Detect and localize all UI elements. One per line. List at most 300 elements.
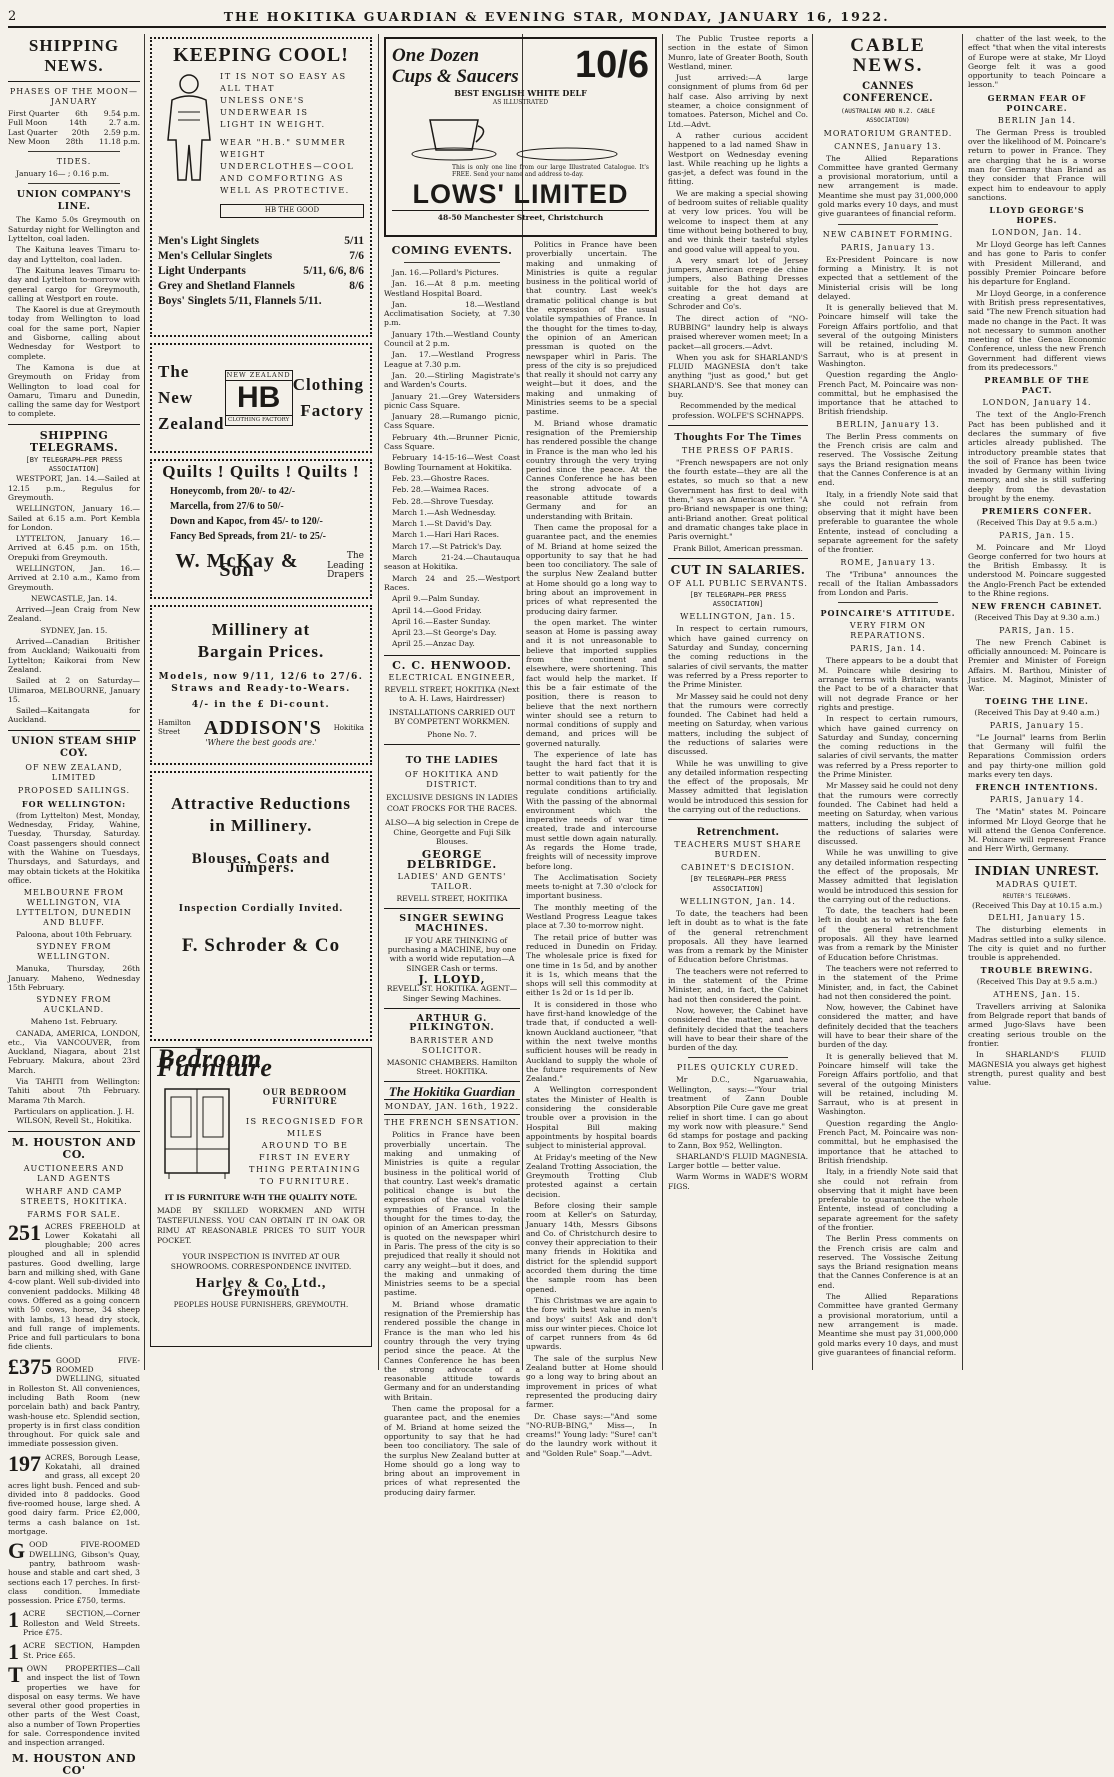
quilts-title: Quilts ! Quilts ! Quilts ! [162, 462, 360, 481]
union-para: The Kaituna leaves Timaru to-day and Lyttelton, coal laden. [8, 245, 140, 264]
berlin-place: BERLIN, January 13. [836, 419, 940, 429]
melbourne-text: Paloona, about 10th February. [15, 930, 133, 940]
lows-note: This is only one line from our large Illustrated Catalogue. It's FREE. Send your name and address to-day. [452, 163, 649, 178]
trouble-place: ATHENS, Jan. 15. [993, 989, 1081, 999]
editorial-para: M. Briand whose dramatic resignation of the Premiership has rendered possible the change in France is the man who led his country through the very trying period since the peace. At the Cannes Conference he has been the strong advocate of a reasonable attitude towards Germany and for an understanding with Britain. [384, 1299, 520, 1402]
toeing-place: PARIS, January 15. [989, 720, 1085, 730]
sydney-wellington-heading: SYDNEY FROM WELLINGTON. [36, 942, 112, 962]
lloyd-heading: LLOYD GEORGE'S HOPES. [989, 205, 1085, 226]
telegram-item: NEWCASTLE, Jan. 14. [30, 593, 118, 603]
cut-place: WELLINGTON, Jan. 15. [680, 612, 796, 622]
listing-text: ACRE SECTION,—Corner Rolleston and Weld Streets. Price £75. [23, 1609, 140, 1638]
event-item: March 1.—St David's Day. [392, 519, 492, 529]
local-para: The direct action of "NO-RUBBING" laundry help is always praised wherever women meet; In a packet—all grocers.—Advt. [668, 313, 808, 351]
listing-number: £375 [8, 1353, 52, 1379]
newspaper-page [8, 6, 1106, 1777]
french-cabinet-heading: NEW FRENCH CABINET. [971, 601, 1103, 612]
intentions-heading: FRENCH INTENTIONS. [975, 782, 1099, 793]
preamble-para: The text of the Anglo-French Pact has been published and it declares the summary of five articles already published. The introductory preamble states that the soil of France has been twice invaded by Germany within living memory, and she is still suffering deeply from the devastation brought by the enemy. [968, 410, 1106, 503]
telegram-item: WELLINGTON, January 16.—Sailed at 6.15 a.m. Port Kembla for London. [8, 504, 140, 532]
paris-para: Ex-President Poincare is now forming a Ministry. It is not expected that a settlement of the Ministerial crisis will be long delayed. [818, 254, 958, 301]
mckay-tagline: The Leading Drapers [327, 551, 364, 580]
cut-credit: [BY TELEGRAPH—PER PRESS ASSOCIATION] [689, 590, 787, 609]
pilkington-sub: BARRISTER AND SOLICITOR. [409, 1035, 495, 1055]
article-para: Before closing their sample room at Keller's on Saturday, January 14th, Messrs Gibsons and Co. of Christchurch desire to convey their appreciation to their many friends in Hokitika and district for the splendid support accorded them during the time the sample room has been opened. [526, 1200, 657, 1294]
hb-tag: HB THE GOOD [220, 204, 364, 217]
bedroom-made: MADE BY SKILLED WORKMEN AND WITH TASTEFULNESS. YOU CAN OBTAIN IT IN OAK OR RIMU AT REASONABLE PRICES TO SUIT YOUR POCKET. [157, 1206, 365, 1246]
delhi-para: The disturbing elements in Madras settled into a sulky silence. The city is quiet and no further trouble is apprehended. [968, 925, 1106, 963]
phase-time: 9.54 p.m. [103, 109, 140, 118]
toeing-credit: (Received This Day at 9.40 a.m.) [974, 708, 1100, 718]
berlin-place: BERLIN Jan 14. [997, 115, 1077, 125]
thoughts-sub: THE PRESS OF PARIS. [681, 445, 795, 455]
cable-heading: CABLE NEWS. [850, 35, 926, 76]
cable-continued: Mr Massey said he could not deny that the rumours were correctly founded. The Cabinet had held a meeting on Saturday, when various matters, including the subject of the reductions of salaries were discussed. [818, 781, 958, 847]
listing [8, 1661, 140, 1748]
cable-continued: To date, the teachers had been left in doubt as to what is the fate of the general retrenchment proposals. All they have learned was from a remark by the Minister of Education before Christmas. [818, 906, 958, 962]
henwood-address: REVELL STREET, HOKITIKA (Next to A. H. Laws, Hairdresser) [384, 684, 520, 704]
price-row: Grey and Shetland Flannels 8/6 [158, 279, 364, 292]
ad-line: UNDERCLOTHES—COOL AND COMFORTING AS WELL AS PROTECTIVE. [220, 161, 355, 196]
addison-town: Hokitika [333, 723, 364, 732]
premiers-para: M. Poincare and Mr Lloyd George conferred for two hours at the British Embassy. It is understood M. Poincare suggested the Anglo-French Pact be extended to the Rhine regions. [968, 542, 1106, 599]
french-cabinet-credit: (Received This Day at 9.30 a.m.) [974, 613, 1100, 623]
event-item: April 16.—Easter Sunday. [392, 616, 491, 626]
bedroom-quality: IT IS FURNITURE W-TH THE QUALITY NOTE. [164, 1193, 358, 1203]
german-heading: GERMAN FEAR OF POINCARE. [987, 92, 1087, 113]
article-para: The Acclimatisation Society meets to-night at 7.30 o'clock for important business. [526, 872, 657, 901]
page-number: 2 [8, 8, 18, 24]
cable-continued: In respect to certain rumours, which have gained currency on Saturday and Sunday, concerning the coming reductions in the salaries of civil servants, the matter was referred by a Press reporter to the Prime Minister. [818, 714, 958, 780]
listing-number: 1 [8, 1607, 19, 1633]
harley-name: Harley & Co, Ltd., Greymouth [195, 1276, 327, 1301]
telegram-item: WELLINGTON, Jan. 16.—Arrived at 2.10 a.m., Kamo from Greymouth. [8, 563, 140, 592]
quilts-list: Honeycomb, from 20/- to 42/- Marcella, from 27/6 to 50/- Down and Kapoc, from 45/- to 120/- Fancy Bed Spreads, from 21/- to 25/- [170, 486, 327, 543]
cabinet-heading: NEW CABINET FORMING. [822, 229, 954, 239]
masthead [8, 6, 1106, 28]
phase-date: 20th [71, 127, 90, 137]
piles-text: Mr D.C., Ngaruawahia, Wellington, says:—"Your trial treatment of Zann Double Absorption Pile Cure gave me great relief in short time. I can go about my work now with pleasure." Send 6d stamps for postage and packing to Zann, Box 952, Wellington. [668, 1075, 808, 1150]
mckay-name: W. McKay & Son [175, 549, 299, 582]
phase-date: 6th [75, 109, 88, 118]
listing-text: GOOD FIVE-ROOMED DWELLING, situated in Rolleston St. All conveniences, including Bath Room (new porcelain bath) and back Pantry, wash-house etc. Splendid section, property is in first class condition throughout. For quick sale and immediate possession given. [8, 1355, 140, 1449]
retrench-heading: Retrenchment. [696, 824, 780, 839]
guardian-date: MONDAY, JAN. 16th, 1922. [384, 1099, 520, 1115]
cable-continued: The Berlin Press comments on the French crisis are calm and reserved. The Vossische Zeitung says the Briand resignation means that the Cannes Conference is at an end. [818, 1234, 958, 1290]
telegram-item: Sailed at 2 on Saturday—Ulimaroa, MELBOURNE, January 15. [8, 676, 140, 704]
event-item: April 9.—Palm Sunday. [392, 594, 480, 604]
retrench-para: The teachers were not referred to in the statement of the Prime Minister, and, in fact, the Cabinet had not then considered the point. [668, 966, 808, 1004]
keeping-cool-copy [220, 70, 364, 217]
sydney-auckland-heading: SYDNEY FROM AUCKLAND. [36, 995, 112, 1015]
column-rule [378, 34, 379, 1370]
tides-heading: TIDES. [56, 157, 92, 167]
column-rule [662, 34, 663, 1370]
article-para: This Christmas we are again to the fore with best value in men's and boys' suits! Ask and don't miss our winter pieces. Choice lot of carpet runners from 4s 6d upwards. [526, 1295, 657, 1352]
event-item: April 23.—St George's Day. [392, 628, 497, 638]
trouble-para: Travellers arriving at Salonika from Belgrade report that bands of armed Jugo-Slavs have been creating serious trouble on the frontier. [968, 1001, 1106, 1048]
phase-date: 28th [65, 136, 84, 146]
ussco-heading: UNION STEAM SHIP COY. [11, 735, 137, 759]
wellington-sailings: (from Lyttelton) Mest, Monday, Wednesday, Friday, Wahine, Tuesday, Thursday, Saturday. Coast passengers should connect with the Wahine on Tuesdays, Thursdays, and Saturdays, and may obtain tickets at the Hokitika office. [8, 810, 140, 885]
moon-phase-row [8, 137, 140, 146]
ladies-sub: OF HOKITIKA AND DISTRICT. [405, 770, 499, 790]
phase-time: 2.7 a.m. [108, 118, 140, 128]
event-item: April 25.—Anzac Day. [392, 639, 475, 649]
ad-line: LIGHT IN WEIGHT. [220, 119, 326, 130]
column-rule [144, 34, 145, 1370]
event-item: January 17th.—Westland County Council at 2 p.m. [384, 329, 520, 349]
column-advertisements [150, 34, 372, 1370]
ladies-title: TO THE LADIES [405, 755, 499, 767]
lloyd-name: J. LLOYD, [418, 973, 486, 987]
berlin-para: The German Press is troubled over the likelihood of M. Poincare's return to power in France. They are charging that he is a worse man for Germany than Briand as they consider that France will expect him to endeavour to apply sanctions. [968, 127, 1106, 202]
addison-tagline: 'Where the best goods are.' [205, 737, 317, 747]
editorial-continued: M. Briand whose dramatic resignation of the Premiership has rendered possible the change in France is the man who led his country through the very trying period since the peace. At the Cannes Conference he has been the strong advocate of a reasonable attitude towards Germany and for an understanding with Britain. [526, 418, 657, 521]
delbridge-card [384, 744, 520, 908]
nz-left-1: The New [158, 362, 194, 407]
cut-para: In respect to certain rumours, which have gained currency on Saturday and Sunday, concerning the coming reductions in the salaries of civil servants, the matter was referred by a Press reporter to the Prime Minister. [668, 624, 808, 690]
poincare-place: PARIS, Jan. 14. [850, 644, 926, 654]
listing [8, 1353, 140, 1449]
henwood-name: C. C. HENWOOD. [392, 658, 512, 672]
events-heading: COMING EVENTS. [391, 244, 513, 257]
madras-heading: MADRAS QUIET. [995, 879, 1079, 889]
listing [8, 1639, 140, 1665]
bedroom-line: THING PERTAINING TO FURNITURE. [249, 1164, 361, 1187]
local-para: Recommended by the medical profession. WOLFE'S SCHNAPPS. [672, 401, 804, 420]
phase-time: 11.18 p.m. [98, 136, 140, 146]
listing-text: ACRES FREEHOLD at Lower Kokatahi all ploughable; 200 acres ploughed and all in splendid pastures. Good dwelling, large barn and milking shed, with Gane 4-cow plant. Well sub-divided into convenient paddocks. Milking 48 cows. Offered as a going concern with 50 cows, horse, 34 sheep with lambs, 13 head dry stock, and full range of implements. Price and full particulars to bona fide clients. [8, 1221, 140, 1352]
for-wellington: FOR WELLINGTON: [21, 798, 127, 809]
cable-continued: Italy, in a friendly Note said that she could not refrain from observing that it might have been preferable to guarantee the whole Entente, instead of concluding a separate agreement for the safety of the frontier. [818, 1167, 958, 1232]
column-rule [812, 34, 813, 1370]
cable-continued: While he was unwilling to give any detailed information respecting the effect of the proposals, Mr Massey admitted that legislation would be introduced this session for the carrying out of the reductions. [818, 848, 958, 904]
quilts-ad [150, 459, 372, 599]
article-para: The retail price of butter was reduced in Dunedin on Friday. The wholesale price is fixed for one time in 1s 5d, and by another it is 1s, which means that the shops will sell this commodity at either 1s 2d or 1s 1d per lb. [526, 932, 657, 998]
ad-line: UNLESS ONE'S UNDERWEAR IS [220, 95, 309, 118]
listing-number: G [8, 1538, 26, 1564]
fluid-magnesia-note: SHARLAND'S FLUID MAGNESIA. Larger bottle — better value. [668, 1151, 808, 1171]
event-item: March 24 and 25.—Westport Races. [384, 573, 520, 592]
lows-headline-2: Cups & Saucers [392, 66, 519, 87]
poincare-para: There appears to be a doubt that M. Poincare while desiring to arrange terms with Britain, wants the Pact to be of a character that will not degrade France or her rights and prestige. [818, 656, 958, 712]
italy-para: Italy, in a friendly Note said that she could not refrain from observing that it might have been preferable to guarantee the whole Entente, instead of concluding a separate agreement for the safety of the frontier. [818, 489, 958, 555]
reparations-heading: VERY FIRM ON REPARATIONS. [849, 621, 927, 641]
millinery-line: Straws and Ready-to-Wears. [171, 684, 351, 694]
ladies-text: EXCLUSIVE DESIGNS IN LADIES COAT FROCKS FOR THE RACES. [386, 793, 518, 814]
event-item: Feb. 23.—Ghostre Races. [392, 473, 490, 483]
hb-logo [225, 370, 293, 427]
millinery-line: Models, now 9/11, 12/6 to 27/6. [158, 672, 364, 682]
cable-continued: The Allied Reparations Committee have granted Germany a provisional moratorium, until a new arrangement is made. Meantime she must pay 31,000,000 gold marks every 10 days, and must give guarantees of financial reform. [818, 1292, 958, 1357]
retrench-sub: TEACHERS MUST SHARE BURDEN. [674, 840, 802, 860]
proposed-sailings: PROPOSED SAILINGS. [17, 785, 131, 795]
bedroom-line: AROUND TO BE FIRST IN EVERY [259, 1140, 351, 1163]
harley-sub: PEOPLES HOUSE FURNISHERS, GREYMOUTH. [173, 1300, 349, 1309]
reuter-credit: REUTER'S TELEGRAMS. [1002, 892, 1072, 900]
price-row: Light Underpants 5/11, 6/6, 8/6 [158, 264, 364, 277]
moon-phases-heading: PHASES OF THE MOON—JANUARY [9, 87, 139, 106]
price-row: Men's Light Singlets 5/11 [158, 234, 364, 247]
keeping-cool-ad [150, 37, 372, 337]
column-world-news [968, 34, 1106, 1370]
houston-footer: M. HOUSTON AND CO' [11, 1751, 137, 1777]
premiers-credit: (Received This Day at 9.5 a.m.) [976, 518, 1098, 528]
local-para: We are making a special showing of bedroom suites of reliable quality at very low prices. You will be welcome to inspect them at any time without being bothered to buy, and we think their tasteful styles and good value will appeal to you. [668, 188, 808, 254]
bedroom-subheading: OUR BEDROOM FURNITURE [262, 1087, 348, 1107]
cable-continued: It is generally believed that M. Poincare himself will take the Foreign Affairs portfolio, and that several of the outgoing Ministers will be retained, including M. Sarraut, who is at present in Washington. [818, 1051, 958, 1117]
local-para: A rather curious accident happened to a lad named Shaw in Westport on Wednesday evening last. While reaching up he lights a gas-jet, a defect was found in the fitting. [668, 130, 808, 187]
article-para: A Wellington correspondent states the Minister of Health is considering the considerable trouble over a provision in the Hospital Bill making appointments by hospital boards subject to ministerial approval. [526, 1085, 657, 1151]
houston-address: WHARF AND CAMP STREETS, HOKITIKA. [20, 1186, 128, 1206]
london-para: Mr Lloyd George has left Cannes and has gone to Paris to confer with President Millerand, and possibly Premier Poincare before his departure for England. [968, 240, 1106, 287]
listing [8, 1609, 140, 1637]
event-item: March 21-24.—Chautauqua season at Hokitika. [384, 553, 520, 572]
column-rule [962, 34, 963, 1370]
sydney-auckland-text: Maheno 1st. February. [30, 1017, 118, 1027]
article-para: The monthly meeting of the Westland Progress League takes place at 7.30 to-morrow night. [526, 902, 657, 931]
houston-subheading: AUCTIONEERS AND LAND AGENTS [23, 1163, 125, 1183]
editorial-para: Then came the proposal for a guarantee pact, and the enemies of M. Briand at home seized the opportunity to say that he had been too conciliatory. The sale of the surplus New Zealand butter at Home should go a long way to bring about an improvement in prices of what represented the producing dairy farmer. [384, 1404, 520, 1497]
moon-phase-row [8, 109, 140, 118]
pilkington-address: MASONIC CHAMBERS. Hamilton Street. HOKITIKA. [386, 1057, 518, 1076]
hb-letters: HB [236, 381, 281, 414]
column-cable-news [818, 34, 958, 1370]
bedroom-invite: YOUR INSPECTION IS INVITED AT OUR SHOWROOMS. CORRESPONDENCE INVITED. [170, 1252, 352, 1271]
lows-name: LOWS' LIMITED [412, 178, 629, 209]
event-item: March 1.—Ash Wednesday. [392, 507, 496, 517]
intentions-place: PARIS, January 14. [989, 795, 1085, 805]
event-item: February 4th.—Brunner Picnic, Cass Square. [384, 432, 520, 452]
retrench-credit: [BY TELEGRAPH—PER PRESS ASSOCIATION] [689, 875, 787, 893]
paris-para: It is generally believed that M. Poincare himself will take the Foreign Affairs portfolio, and that several of the outgoing Ministers will be retained, including M. Sarraut, who is at present in Washington. [818, 303, 958, 368]
addison-name: ADDISON'S [203, 716, 322, 739]
wades-worm-note: Warm Worms in WADE'S WORM FIGS. [668, 1172, 808, 1191]
nz-sub: CLOTHING FACTORY [226, 415, 292, 425]
canada-text: CANADA, AMERICA, LONDON, etc., Via VANCOUVER, from Auckland, Niagara, about 21st February. Makura, about 23rd March. [8, 1028, 140, 1075]
article-para: the open market. The winter season at Home is passing away and it is not unreasonable to believe that imported supplies from the continent and elsewhere, were shortening. This fact would help the market. If this be a fair estimate of the position, there is reason to believe that the next northern winter should see a return to normal conditions of supply and demand, and prices will be governed naturally. [526, 617, 657, 748]
cut-sub: OF ALL PUBLIC SERVANTS. [668, 578, 808, 588]
cut-para: While he was unwilling to give any detailed information respecting the effect of the proposals, Mr Massey admitted that legislation would be introduced this session for the carrying out of the reductions. [668, 758, 808, 815]
article-para: At Friday's meeting of the New Zealand Trotting Association, the Greymouth Trotting Club protested against a certain decision. [526, 1152, 657, 1199]
moon-phases-table [8, 109, 140, 146]
particulars-text: Particulars on application. J. H. WILSON, Revell St., Hokitika. [13, 1106, 135, 1126]
price-row: Men's Cellular Singlets 7/6 [158, 249, 364, 262]
attractive-title: Attractive Reductions in Millinery. [170, 794, 352, 835]
telegrams-heading: SHIPPING TELEGRAMS. [29, 428, 119, 454]
newspaper-title: THE HOKITIKA GUARDIAN & EVENING STAR, MONDAY, JANUARY 16, 1922. [223, 8, 890, 24]
shipping-heading: SHIPPING NEWS. [28, 36, 120, 75]
delbridge-name: GEORGE DELBRIDGE. [406, 848, 498, 871]
cannes-credit: (AUSTRALIAN AND N.Z. CABLE ASSOCIATION) [841, 108, 935, 125]
cannes-text: The Allied Reparations Committee have granted Germany a provisional moratorium, until a new arrangement is made. Meantime she must pay 31,000,000 gold marks every 10 days, and must give guarantees of financial reform. [818, 153, 958, 219]
ad-line: IT IS NOT SO EASY AS ALL THAT [220, 71, 347, 94]
phase-time: 2.59 p.m. [103, 127, 140, 137]
telegram-item: WESTPORT, Jan. 14.—Sailed at 12.15 p.m., Regulus for Greymouth. [8, 474, 140, 502]
telegram-item: Sailed—Kaitangata for Auckland. [8, 706, 140, 725]
guardian-editorial [384, 1081, 520, 1504]
farms-for-sale: FARMS FOR SALE. [27, 1209, 121, 1219]
rome-para: The "Tribuna" announces the recall of the Italian Ambassadors from London and Paris. [818, 569, 958, 598]
lows-headline-1: One Dozen [392, 45, 480, 66]
singlets-price-list [158, 234, 364, 309]
keeping-cool-title: KEEPING COOL! [173, 44, 349, 66]
thoughts-para: "French newspapers are not only the fourth estate—they are all the estates, so much so that a new Government has first to deal with them," says an American writer. "A pro-Briand newspaper is one thing; anti-Briand another. Great political and dramatic changes take place in Paris overnight." [668, 457, 808, 542]
local-para: A very smart lot of Jersey jumpers, American crepe de chine jumpers, also Bathing Dresses suitable for the hot days are creating a great demand at Schroder and Co's. [668, 255, 808, 312]
cannes-place: CANNES, January 13. [834, 141, 942, 151]
london-place: LONDON, Jan. 14. [991, 228, 1083, 238]
cannes-heading: CANNES CONFERENCE. [842, 81, 934, 104]
indian-heading: INDIAN UNREST. [974, 863, 1100, 878]
man-figure-illustration [158, 70, 220, 190]
phase-name: Full Moon [8, 118, 48, 128]
retrench-sub2: CABINET'S DECISION. [680, 863, 796, 873]
thoughts-para: Frank Billot, American pressman. [673, 543, 803, 553]
column-shipping [8, 34, 140, 1777]
coming-events-and-notices [384, 240, 520, 1504]
piles-heading: PILES QUICKLY CURED. [676, 1063, 800, 1073]
houston-heading: M. HOUSTON AND CO. [11, 1135, 137, 1161]
event-item: April 14.—Good Friday. [392, 605, 482, 615]
editorial-continued: Politics in France have been proverbially uncertain. The making and unmaking of Ministries is quite a regular business in the political world of that country. Last week's dramatic political change is but the expression of the usual volatile sympathies of France. In the thought for the times to-day, the opinion of an American pressman is quoted on the newspaper whirl in Paris. The press of the city is so prejudiced that really it should not carry any weight—but it does, and the making and unmaking of Ministries seems to be a special pastime. [526, 240, 657, 417]
listing-text: ACRE SECTION, Hampden St. Price £65. [23, 1641, 140, 1660]
event-item: January 28.—Rumango picnic, Cass Square. [384, 412, 520, 431]
guardian-title: The Hokitika Guardian [388, 1084, 516, 1100]
ussco-subheading: OF NEW ZEALAND, LIMITED [25, 762, 123, 782]
listing-number: 197 [8, 1450, 41, 1476]
cut-heading: CUT IN SALARIES. [670, 562, 806, 577]
delbridge-address: REVELL STREET, HOKITIKA [396, 893, 508, 903]
event-item: Jan. 20.—Stirling Magistrate's and Warden's Courts. [384, 370, 520, 390]
london-para: Mr Lloyd George, in a conference with British press representatives, said "The new French situation had made no change in the Pact. It was not necessary to summon another meeting of the Genoa Economic Conference, unless the new French Government had different views from its predecessors." [968, 288, 1106, 373]
editorial-para: Politics in France have been proverbially uncertain. The making and unmaking of Ministries is quite a regular business in the political world of that country. Last week's dramatic political change is but the expression of the usual volatile sympathies of France. In the thought for the times to-day, the opinion of an American pressman is quoted on the newspaper whirl in Paris. The press of the city is so prejudiced that really it should not carry any weight—but it does, and the making and unmaking of Ministries seems to be a special pastime. [384, 1130, 520, 1298]
schroder-name: F. Schroder & Co [181, 934, 341, 956]
trouble-credit: (Received This Day at 9.5 a.m.) [976, 977, 1098, 987]
lows-limited-ad [384, 37, 657, 237]
listing-number: T [8, 1661, 23, 1687]
telegram-item: LYTTELTON, January 16.—Arrived at 6.45 p.m. on 15th, Orepuki from Greymouth. [8, 534, 140, 562]
article-para: It is considered in those who have first-hand knowledge of the trade that, if conducted a well-known Auckland auctioneer, "that within the next twelve months sufficient houses will be ready in Auckland to supply the whole of the future requirements of New Zealand." [526, 999, 657, 1084]
moon-phase-row [8, 128, 140, 137]
phase-date: 14th [69, 118, 87, 128]
event-item: Jan. 18.—Westland Acclimatisation Society, at 7.30 p.m. [384, 299, 520, 328]
schroder-ad [150, 771, 372, 1041]
cut-para: Mr Massey said he could not deny that the rumours were correctly founded. The Cabinet had held a meeting on Saturday, when various matters, including the subject of the reductions of salaries were discussed. [668, 691, 808, 757]
event-item: February 14-15-16—West Coast Bowling Tournament at Hokitika. [384, 453, 520, 472]
singer-card [384, 908, 520, 1008]
listing-text: OOD FIVE-ROOMED DWELLING, Gibson's Quay, pantry, bathroom wash-house and stable and cart shed, 3 sections each 17 perches. In first-class condition. Immediate possession. Price £750, terms. [8, 1540, 140, 1606]
millinery-ad [150, 605, 372, 765]
listing [8, 1450, 140, 1537]
wardrobe-illustration [157, 1083, 239, 1183]
cable-continued: The teachers were not referred to in the statement of the Prime Minister, and, in fact, the Cabinet had not then considered the point. [818, 963, 958, 1001]
column-local-news [668, 34, 808, 1370]
phase-name: New Moon [8, 136, 50, 146]
event-item: Feb. 28.—Waimea Races. [392, 485, 489, 495]
henwood-card [384, 655, 520, 745]
telegram-item: Arrived—Canadian Britisher from Auckland; Waikouaiti from Lyttelton; Kaikorai from New Zealand. [8, 637, 140, 674]
cable-continued: Question regarding the Anglo-French Pact, M. Poincaire was non-committal, but he emphasised the importance that he attached to British friendship. [818, 1118, 958, 1165]
moon-phase-row [8, 118, 140, 127]
article-para: The sale of the surplus New Zealand butter at Home should go a long way to bring about an improvement in prices of what represented the producing dairy farmer. [526, 1353, 657, 1410]
toeing-heading: TOEING THE LINE. [985, 696, 1089, 707]
local-para: The Public Trustee reports a section in the estate of Simon Munro, late of Greater Booth, South Westland, miner. [668, 34, 808, 71]
price-row: Boys' Singlets 5/11, Flannels 5/11. [158, 294, 322, 307]
phase-name: Last Quarter [8, 127, 58, 137]
column-lows-and-events [384, 34, 657, 1497]
nz-right-1: Clothing [292, 375, 364, 394]
toeing-para: "Le Journal" learns from Berlin that Germany will fulfil the Reparations Commission orders and pay thirty-one million gold marks every ten days. [968, 732, 1106, 779]
local-para: When you ask for SHARLAND'S FLUID MAGNESIA don't take anything "just as good," but get SHARLAND'S. See that money can buy. [668, 352, 808, 399]
bedroom-furniture-ad [150, 1044, 372, 1347]
bedroom-line: IS RECOGNISED FOR MILES [245, 1116, 365, 1139]
paris-place: PARIS, January 13. [840, 242, 936, 252]
retrench-para: To date, the teachers had been left in doubt as to what is the fate of the general retrenchment proposals. All they have learned was from a remark by the Minister of Education before Christmas. [668, 908, 808, 965]
singer-text: IF YOU ARE THINKING of purchasing a MACHINE, buy one with a world wide reputation—A SINGER Cash or terms. [387, 935, 517, 973]
union-para: The Kaorel is due at Greymouth today from Wellington to load coal for the same port, Napier and Gisborne, calling about Wednesday for Westport to complete. [8, 305, 140, 361]
telegrams-credit: [BY TELEGRAPH—PER PRESS ASSOCIATION] [25, 455, 123, 474]
tahiti-text: Via TAHITI from Wellington: Tahiti about 7th February. Marama 7th March. [8, 1077, 140, 1105]
premiers-place: PARIS, Jan. 15. [999, 530, 1075, 540]
henwood-text: INSTALLATIONS CARRIED OUT BY COMPETENT WORKMEN. [388, 707, 516, 726]
union-line-heading: UNION COMPANY'S LINE. [16, 189, 132, 213]
rome-place: ROME, January 13. [840, 557, 936, 567]
delhi-credit: (Received This Day at 10.15 a.m.) [971, 901, 1103, 910]
pilkington-card [384, 1008, 520, 1081]
union-para: The Kamo 5.0s Greymouth on Saturday night for Wellington and Lyttelton, coal laden. [8, 215, 140, 244]
poincare-heading: POINCAIRE'S ATTITUDE. [820, 608, 956, 619]
berlin-para: The Berlin Press comments on the French crisis are calm and reserved. The Vossische Zeitung says the Briand resignation means that the Cannes Conference is at an end. [818, 431, 958, 488]
event-item: Jan. 17.—Westland Progress League at 7.30 p.m. [384, 350, 520, 369]
telegram-item: Arrived—Jean Craig from New Zealand. [8, 605, 140, 624]
ladies-text2: ALSO—A big selection in Crepe de Chine, Georgette and Fuji Silk Blouses. [385, 818, 519, 847]
union-para: The Kamona is due at Greymouth on Friday from Wellington to load coal for Oamaru, Timaru and Dunedin, calling the same day for Westport to complete. [8, 362, 140, 419]
delbridge-sub: LADIES' AND GENTS' TAILOR. [397, 871, 507, 891]
inspection-line: Inspection Cordially Invited. [178, 901, 344, 914]
divider [8, 81, 140, 82]
local-para: Just arrived:—A large consignment of plums from 6d per half case. Also arriving by next steamer, a choice consignment of tomatoes. Paterson, Michel and Co. Ltd.—Advt. [668, 73, 808, 129]
lows-price: 10/6 [575, 44, 649, 86]
bedroom-title: Bedroom Furniture [157, 1044, 273, 1083]
lows-illus: AS ILLUSTRATED [492, 99, 549, 107]
trouble-heading: TROUBLE BREWING. [980, 965, 1094, 976]
retrench-place: WELLINGTON, Jan. 14. [680, 896, 796, 906]
nz-banner: NEW ZEALAND [226, 371, 292, 381]
henwood-phone: Phone No. 7. [427, 730, 477, 740]
world-para: chatter of the last week, to the effect "that when the vital interests of Europe were at stake, Mr Lloyd George felt it was a good opportunity to teach Poincare a lesson." [968, 34, 1106, 90]
listing-text: ACRES, Borough Lease, Kokatahi, all drained and grass, all except 20 acres light bush. Fenced and sub-divided into 8 paddocks. Good five-roomed house, large shed. A good dairy farm. Price £2,000, terms a cash balance on 1st. mortgage. [8, 1452, 140, 1537]
event-item: March 1.—Hari Hari Races. [392, 530, 500, 540]
event-item: Feb. 28.—Shrove Tuesday. [392, 496, 494, 506]
event-item: January 21.—Grey Watersiders picnic Cass Square. [384, 391, 520, 410]
event-item: Jan. 16.—Pollard's Pictures. [392, 268, 499, 277]
lows-address: 48-50 Manchester Street, Christchurch [392, 210, 649, 222]
listing [8, 1219, 140, 1352]
french-cabinet-para: The new French Cabinet is officially announced: M. Poincare is Premier and Minister of Foreign Affairs. M. Barthou, Minister of Justice. M. Maginot, Minister of War. [968, 637, 1106, 694]
cups-illustration [392, 108, 647, 162]
lows-sub: BEST ENGLISH WHITE DELF [454, 88, 587, 98]
column-3b-text [526, 240, 657, 1460]
listing-number: 251 [8, 1219, 41, 1245]
article-para: The experience of late has taught the hard fact that it is better to wait patiently for the normal conditions than to try and regulate conditions artificially. With the passing of the abnormal environment which the imperative needs of war time created, trade and intercourse must settle down again naturally. As regards the Home trade, freights will of necessity improve before long. [526, 750, 657, 871]
paris-para: Question regarding the Anglo-French Pact, M. Poincaire was non-committal, but he emphasised the importance that he attached to British friendship. [818, 370, 958, 417]
millinery-line: 4/- in the £ Di-count. [191, 700, 331, 710]
melbourne-heading: MELBOURNE FROM WELLINGTON, VIA LYTTELTON, DUNEDIN AND BLUFF. [16, 888, 132, 928]
editorial-continued: Then came the proposal for a guarantee pact, and the enemies of M. Briand at home seized the opportunity to say that he had been too conciliatory. The sale of the surplus New Zealand butter at Home should go a long way to bring about an improvement in prices of what represented the producing dairy farmer. [526, 522, 657, 616]
lloyd-sub: REVELL ST. HOKITIKA. AGENT—Singer Sewing Machines. [386, 984, 518, 1003]
thoughts-heading: Thoughts For The Times [674, 430, 802, 443]
